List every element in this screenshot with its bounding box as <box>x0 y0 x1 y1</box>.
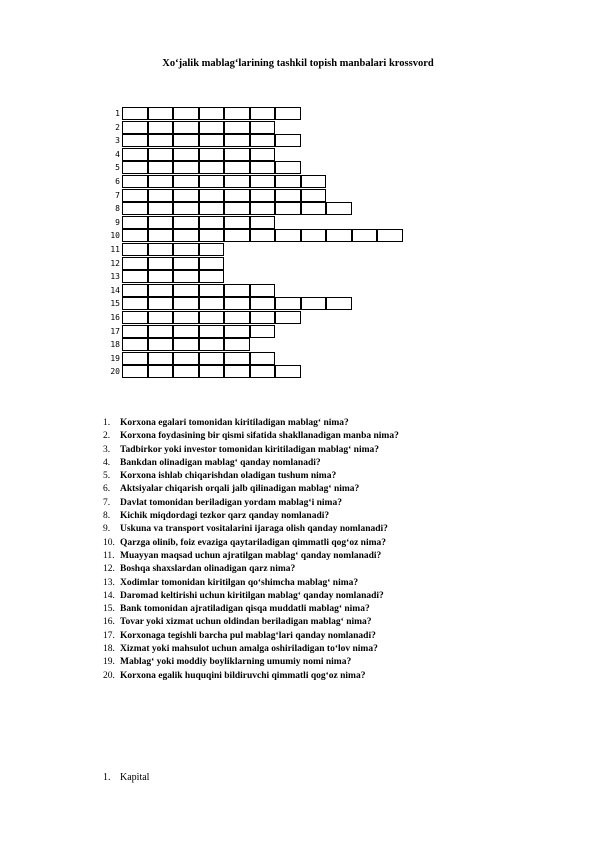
question-text: Bankdan olinadigan mablag‘ qanday nomlanadi? <box>120 457 321 468</box>
crossword-cell[interactable] <box>224 311 250 324</box>
question-text: Muayyan maqsad uchun ajratilgan mablag‘ qanday nomlanadi? <box>120 550 382 561</box>
crossword-cell[interactable] <box>173 243 199 256</box>
crossword-cell[interactable] <box>250 325 276 338</box>
crossword-cell[interactable] <box>275 161 301 174</box>
crossword-cell[interactable] <box>301 297 327 310</box>
question-item <box>103 483 399 496</box>
crossword-cell[interactable] <box>199 325 225 338</box>
crossword-cell[interactable] <box>301 229 327 242</box>
crossword-cell[interactable] <box>122 338 148 351</box>
crossword-cell[interactable] <box>122 297 148 310</box>
crossword-row-number: 9 <box>115 217 120 227</box>
crossword-cell[interactable] <box>199 229 225 242</box>
crossword-row-number: 20 <box>110 367 120 377</box>
crossword-row-number: 8 <box>115 204 120 214</box>
crossword-cell[interactable] <box>173 338 199 351</box>
question-number: 2. <box>103 431 111 442</box>
answer-item <box>103 771 149 785</box>
crossword-cell[interactable] <box>199 189 225 202</box>
crossword-cell[interactable] <box>326 229 352 242</box>
crossword-cell[interactable] <box>199 175 225 188</box>
question-text: Korxona egalari tomonidan kiritiladigan mablag‘ nima? <box>120 418 349 428</box>
question-text: Xizmat yoki mahsulot uchun amalga oshiriladigan to‘lov nima? <box>120 644 378 655</box>
crossword-cell[interactable] <box>250 175 276 188</box>
question-item <box>103 470 399 483</box>
crossword-cell[interactable] <box>148 284 174 297</box>
crossword-cell[interactable] <box>173 175 199 188</box>
crossword-cell[interactable] <box>148 297 174 310</box>
answer-list <box>103 771 149 785</box>
crossword-cell[interactable] <box>148 202 174 215</box>
question-number: 7. <box>103 497 111 508</box>
crossword-cell[interactable] <box>224 284 250 297</box>
crossword-cell[interactable] <box>199 257 225 270</box>
question-text: Kichik miqdordagi tezkor qarz qanday nomlanadi? <box>120 511 330 522</box>
crossword-cell[interactable] <box>148 189 174 202</box>
question-text: Tadbirkor yoki investor tomonidan kiritiladigan mablag‘ nima? <box>120 444 380 455</box>
question-text: Korxona ishlab chiqarishdan oladigan tushum nima? <box>120 471 337 482</box>
crossword-row-number: 7 <box>115 190 120 200</box>
question-number: 12. <box>103 564 115 575</box>
crossword-row-number: 2 <box>115 122 120 132</box>
crossword-row-number: 5 <box>115 163 120 173</box>
question-list <box>103 417 399 683</box>
question-number: 13. <box>103 577 115 588</box>
crossword-cell[interactable] <box>173 189 199 202</box>
crossword-cell[interactable] <box>122 270 148 283</box>
question-text: Daromad keltirishi uchun kiritilgan mablag‘ qanday nomlanadi? <box>120 590 384 601</box>
crossword-cell[interactable] <box>199 107 225 120</box>
crossword-cell[interactable] <box>122 352 148 365</box>
crossword-cell[interactable] <box>250 202 276 215</box>
crossword-cell[interactable] <box>173 297 199 310</box>
question-item <box>103 430 399 443</box>
answer-text: Kapital <box>120 772 150 783</box>
crossword-cell[interactable] <box>173 148 199 161</box>
crossword-cell[interactable] <box>224 161 250 174</box>
crossword-cell[interactable] <box>199 270 225 283</box>
crossword-cell[interactable] <box>173 311 199 324</box>
question-item <box>103 656 399 669</box>
crossword-cell[interactable] <box>224 338 250 351</box>
question-item <box>103 630 399 643</box>
crossword-cell[interactable] <box>224 325 250 338</box>
crossword-cell[interactable] <box>173 284 199 297</box>
crossword-cell[interactable] <box>199 216 225 229</box>
question-text: Korxona egalik huquqini bildiruvchi qimmatli qog‘oz nima? <box>120 670 366 681</box>
question-text: Boshqa shaxslardan olinadigan qarz nima? <box>120 564 296 575</box>
crossword-cell[interactable] <box>250 284 276 297</box>
question-item <box>103 417 399 430</box>
question-item <box>103 444 399 457</box>
crossword-cell[interactable] <box>122 365 148 378</box>
question-text: Davlat tomonidan beriladigan yordam mablag‘i nima? <box>120 497 342 508</box>
crossword-cell[interactable] <box>224 148 250 161</box>
question-item <box>103 550 399 563</box>
crossword-cell[interactable] <box>224 107 250 120</box>
crossword-cell[interactable] <box>250 311 276 324</box>
question-text: Korxona foydasining bir qismi sifatida shakllanadigan manba nima? <box>120 431 399 442</box>
crossword-cell[interactable] <box>377 229 403 242</box>
crossword-cell[interactable] <box>122 175 148 188</box>
crossword-cell[interactable] <box>199 338 225 351</box>
crossword-cell[interactable] <box>199 352 225 365</box>
question-number: 10. <box>103 537 115 548</box>
crossword-cell[interactable] <box>224 134 250 147</box>
crossword-cell[interactable] <box>199 284 225 297</box>
crossword-cell[interactable] <box>173 107 199 120</box>
crossword-cell[interactable] <box>250 148 276 161</box>
crossword-cell[interactable] <box>224 121 250 134</box>
crossword-row-number: 10 <box>110 231 120 241</box>
crossword-cell[interactable] <box>173 365 199 378</box>
crossword-cell[interactable] <box>301 202 327 215</box>
crossword-cell[interactable] <box>224 175 250 188</box>
crossword-cell[interactable] <box>122 243 148 256</box>
crossword-cell[interactable] <box>148 365 174 378</box>
crossword-row-number: 13 <box>110 272 120 282</box>
question-number: 18. <box>103 644 115 655</box>
question-number: 15. <box>103 604 115 615</box>
crossword-cell[interactable] <box>275 134 301 147</box>
question-text: Mablag‘ yoki moddiy boyliklarning umumiy nomi nima? <box>120 657 352 668</box>
crossword-cell[interactable] <box>122 189 148 202</box>
crossword-cell[interactable] <box>148 121 174 134</box>
crossword-cell[interactable] <box>148 175 174 188</box>
crossword-cell[interactable] <box>250 216 276 229</box>
crossword-row-number: 1 <box>115 109 120 118</box>
crossword-row-number: 6 <box>115 177 120 186</box>
crossword-row-number: 17 <box>110 326 120 336</box>
crossword-cell[interactable] <box>199 121 225 134</box>
crossword-cell[interactable] <box>326 297 352 310</box>
crossword-cell[interactable] <box>199 202 225 215</box>
question-number: 3. <box>103 444 111 455</box>
question-number: 1. <box>103 418 111 428</box>
crossword-cell[interactable] <box>122 311 148 324</box>
crossword-cell[interactable] <box>275 365 301 378</box>
question-text: Bank tomonidan ajratiladigan qisqa muddatli mablag‘ nima? <box>120 604 370 615</box>
question-text: Uskuna va transport vositalarini ijaraga olish qanday nomlanadi? <box>120 524 388 535</box>
crossword-cell[interactable] <box>148 229 174 242</box>
crossword-cell[interactable] <box>250 121 276 134</box>
crossword-cell[interactable] <box>224 352 250 365</box>
crossword-cell[interactable] <box>199 243 225 256</box>
crossword-cell[interactable] <box>250 189 276 202</box>
crossword-cell[interactable] <box>148 338 174 351</box>
question-number: 5. <box>103 471 111 482</box>
crossword-cell[interactable] <box>148 325 174 338</box>
crossword-cell[interactable] <box>148 161 174 174</box>
crossword-cell[interactable] <box>301 175 327 188</box>
crossword-cell[interactable] <box>275 107 301 120</box>
crossword-cell[interactable] <box>122 229 148 242</box>
crossword-cell[interactable] <box>173 121 199 134</box>
question-number: 16. <box>103 617 115 628</box>
crossword-cell[interactable] <box>250 107 276 120</box>
crossword-cell[interactable] <box>122 202 148 215</box>
question-item <box>103 577 399 590</box>
crossword-cell[interactable] <box>173 352 199 365</box>
crossword-cell[interactable] <box>250 352 276 365</box>
question-number: 8. <box>103 511 111 522</box>
crossword-cell[interactable] <box>122 148 148 161</box>
crossword-cell[interactable] <box>122 284 148 297</box>
crossword-cell[interactable] <box>224 365 250 378</box>
crossword-cell[interactable] <box>148 243 174 256</box>
crossword-cell[interactable] <box>275 202 301 215</box>
crossword-cell[interactable] <box>224 216 250 229</box>
crossword-row-number: 16 <box>110 313 120 322</box>
question-item <box>103 497 399 510</box>
crossword-cell[interactable] <box>173 257 199 270</box>
crossword-cell[interactable] <box>148 311 174 324</box>
crossword-cell[interactable] <box>352 229 378 242</box>
crossword-row-number: 18 <box>110 340 120 350</box>
crossword-cell[interactable] <box>199 365 225 378</box>
crossword-row-number: 15 <box>110 299 120 309</box>
crossword-cell[interactable] <box>148 148 174 161</box>
question-item <box>103 537 399 550</box>
question-number: 17. <box>103 630 115 641</box>
crossword-cell[interactable] <box>275 189 301 202</box>
crossword-cell[interactable] <box>224 189 250 202</box>
question-number: 20. <box>103 670 115 681</box>
crossword-cell[interactable] <box>275 175 301 188</box>
crossword-cell[interactable] <box>148 107 174 120</box>
crossword-cell[interactable] <box>122 257 148 270</box>
crossword-cell[interactable] <box>250 365 276 378</box>
question-item <box>103 523 399 536</box>
crossword-cell[interactable] <box>173 270 199 283</box>
crossword-cell[interactable] <box>148 270 174 283</box>
crossword-row-number: 3 <box>115 136 120 146</box>
question-number: 19. <box>103 657 115 668</box>
crossword-row-number: 19 <box>110 353 120 363</box>
crossword-cell[interactable] <box>224 229 250 242</box>
crossword-cell[interactable] <box>148 134 174 147</box>
question-item <box>103 457 399 470</box>
answer-number: 1. <box>103 772 111 783</box>
crossword-cell[interactable] <box>173 202 199 215</box>
question-number: 11. <box>103 550 115 561</box>
crossword-cell[interactable] <box>199 134 225 147</box>
question-number: 4. <box>103 457 111 468</box>
crossword-cell[interactable] <box>122 216 148 229</box>
crossword-row-number: 4 <box>115 149 120 159</box>
crossword-row-number: 11 <box>110 245 120 254</box>
crossword-cell[interactable] <box>122 325 148 338</box>
crossword-row-number: 12 <box>110 258 120 268</box>
crossword-cell[interactable] <box>275 297 301 310</box>
crossword-cell[interactable] <box>122 161 148 174</box>
crossword-cell[interactable] <box>199 297 225 310</box>
crossword-cell[interactable] <box>199 148 225 161</box>
crossword-cell[interactable] <box>122 134 148 147</box>
crossword-cell[interactable] <box>122 107 148 120</box>
crossword-cell[interactable] <box>148 352 174 365</box>
crossword-cell[interactable] <box>173 161 199 174</box>
crossword-row-number: 14 <box>110 285 120 295</box>
crossword-cell[interactable] <box>199 311 225 324</box>
question-item <box>103 603 399 616</box>
question-text: Tovar yoki xizmat uchun oldindan beriladigan mablag‘ nima? <box>120 617 372 628</box>
crossword-cell[interactable] <box>122 121 148 134</box>
crossword-cell[interactable] <box>173 229 199 242</box>
question-text: Korxonaga tegishli barcha pul mablag‘lari qanday nomlanadi? <box>120 630 376 641</box>
crossword-cell[interactable] <box>250 161 276 174</box>
page-title: Xo‘jalik mablag‘larining tashkil topish manbalari krossvord <box>162 58 434 69</box>
crossword-cell[interactable] <box>250 134 276 147</box>
question-text: Xodimlar tomonidan kiritilgan qo‘shimcha mablag‘ nima? <box>120 577 359 588</box>
crossword-cell[interactable] <box>148 216 174 229</box>
crossword-cell[interactable] <box>199 161 225 174</box>
question-item <box>103 670 399 683</box>
question-item <box>103 616 399 629</box>
question-text: Aktsiyalar chiqarish orqali jalb qilinadigan mablag‘ nima? <box>120 484 360 495</box>
crossword-cell[interactable] <box>224 297 250 310</box>
question-item <box>103 563 399 576</box>
question-number: 14. <box>103 590 115 601</box>
crossword-cell[interactable] <box>148 257 174 270</box>
question-number: 6. <box>103 484 111 495</box>
question-text: Qarzga olinib, foiz evaziga qaytariladigan qimmatli qog‘oz nima? <box>120 537 386 548</box>
crossword-cell[interactable] <box>173 325 199 338</box>
crossword-cell[interactable] <box>250 229 276 242</box>
crossword-cell[interactable] <box>250 297 276 310</box>
question-item <box>103 643 399 656</box>
crossword-cell[interactable] <box>173 216 199 229</box>
crossword-cell[interactable] <box>275 229 301 242</box>
question-item <box>103 590 399 603</box>
crossword-cell[interactable] <box>275 311 301 324</box>
crossword-cell[interactable] <box>224 202 250 215</box>
crossword-cell[interactable] <box>301 189 327 202</box>
crossword-cell[interactable] <box>173 134 199 147</box>
question-number: 9. <box>103 524 111 535</box>
question-item <box>103 510 399 523</box>
crossword-cell[interactable] <box>326 202 352 215</box>
